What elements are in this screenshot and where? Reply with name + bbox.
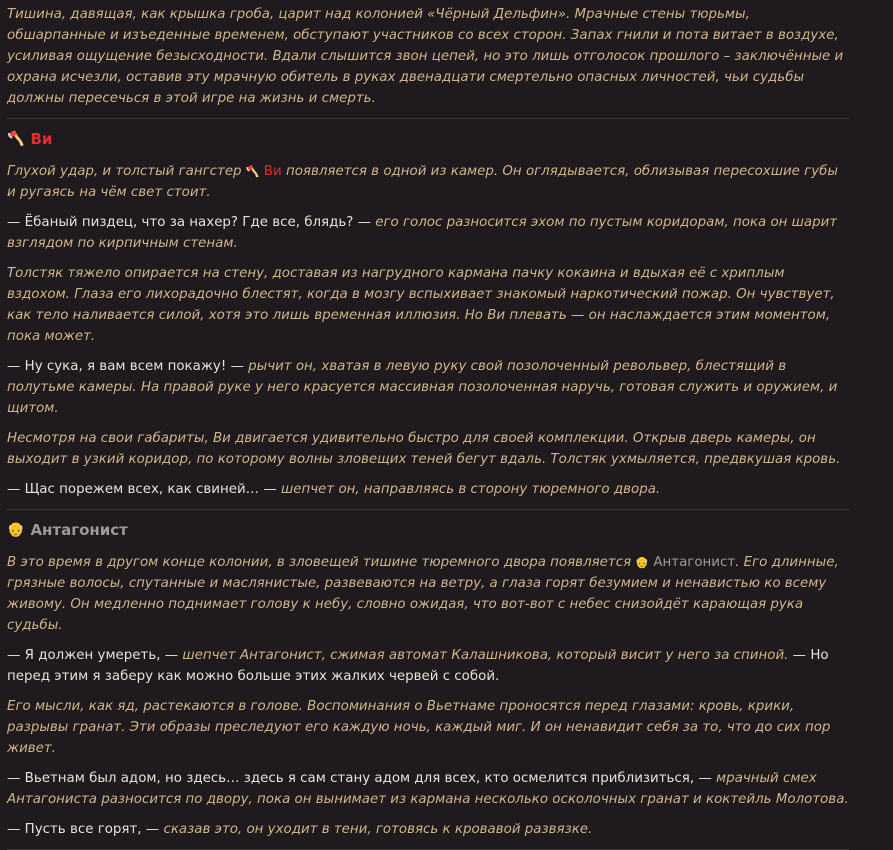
character-mention: Ви (263, 164, 282, 179)
divider (7, 118, 849, 119)
speech-text: — Пусть все горят, — (7, 822, 160, 837)
speech-text: — Вьетнам был адом, но здесь… здесь я сам стану адом для всех, кто осмелится приблизиться, — (7, 771, 712, 786)
intro-paragraph: Тишина, давящая, как крышка гроба, царит над колонией «Чёрный Дельфин». Мрачные стены тюрьмы, обшарпанные и изъеденные временем, обступают участников со всех сторон. Запах гнили и пота витает в воздухе, усиливая ощущение безысходности. Вдали слышится звон цепей, но это лишь отголосок прошлого – заключённые и охрана исчезли, оставив эту мрачную обитель в руках двенадцати смертельно опасных личностей, чьи судьбы должны пересечься в этой игре на жизнь и смерть. (7, 7, 844, 106)
narration-text: появляется в одной из камер. Он оглядывается, облизывая пересохшие губы и ругаясь на чём свет стоит. (7, 164, 838, 200)
axe-icon: 🪓 (7, 131, 25, 147)
character-header-antagonist (7, 519, 849, 541)
divider (7, 509, 849, 510)
vi-paragraph-4 (7, 356, 849, 419)
old-man-icon: 👴 (7, 522, 25, 538)
character-header-vi (7, 128, 849, 150)
character-name: Антагонист (30, 520, 128, 539)
narration-text: В это время в другом конце колонии, в зловещей тишине тюремного двора появляется (7, 555, 636, 570)
character-name: Ви (30, 129, 53, 148)
vi-paragraph-3: Толстяк тяжело опирается на стену, доставая из нагрудного кармана пачку кокаина и вдыхая её с хриплым вздохом. Глаза его лихорадочно блестят, когда в мозгу вспыхивает знакомый наркотический пожар. Он чувствует, как тело наливается силой, хотя это лишь временная иллюзия. Но Ви плевать — он наслаждается этим моментом, пока может. (7, 266, 835, 344)
narration-text: мрачный смех Антагониста разносится по двору, пока он вынимает из кармана несколько осколочных гранат и коктейль Молотова. (7, 771, 849, 807)
speech-text: — Ну сука, я вам всем покажу! — (7, 359, 244, 374)
antagonist-paragraph-3: Его мысли, как яд, растекаются в голове. Воспоминания о Вьетнаме проносятся перед глазами: кровь, крики, разрывы гранат. Эти образы преследуют его каждую ночь, каждый миг. И он ненавидит себя за то, что до сих пор живет. (7, 699, 831, 756)
vi-paragraph-6 (7, 479, 849, 500)
antagonist-paragraph-2 (7, 645, 849, 687)
speech-text: — Но перед этим я заберу как можно больше этих жалких червей с собой. (7, 648, 829, 684)
vi-paragraph-5: Несмотря на свои габариты, Ви двигается удивительно быстро для своей комплекции. Открыв дверь камеры, он выходит в узкий коридор, по которому волны зловещих теней бегут вдаль. Толстяк ухмыляется, предвкушая кровь. (7, 431, 841, 467)
character-mention: Антагонист (653, 555, 736, 570)
vi-paragraph-1 (7, 161, 849, 203)
old-man-icon: 👴 (635, 556, 650, 569)
narration-text: шепчет он, направляясь в сторону тюремного двора. (276, 482, 661, 497)
narration-text: шепчет Антагонист, сжимая автомат Калашникова, который висит у него за спиной. (178, 648, 793, 663)
antagonist-paragraph-1 (7, 552, 849, 636)
narration-text: . Его длинные, грязные волосы, спутанные и маслянистые, развеваются на ветру, а глаза горят безумием и ненавистью ко всему живому. Он медленно поднимает голову к небу, словно ожидая, что вот-вот с небес снизойдёт карающая рука судьбы. (7, 555, 839, 633)
narration-text: Глухой удар, и толстый гангстер (7, 164, 246, 179)
narration-text: сказав это, он уходит в тени, готовясь к кровавой развязке. (159, 822, 593, 837)
speech-text: — Я должен умереть, — (7, 648, 179, 663)
narration-text: рычит он, хватая в левую руку свой позолоченный револьвер, блестящий в полутьме камеры. На правой руке у него красуется массивная позолоченная наручь, готовая служить и оружием, и щитом. (7, 359, 838, 416)
axe-icon: 🪓 (245, 165, 260, 178)
antagonist-paragraph-4 (7, 768, 849, 810)
narration-text: его голос разносится эхом по пустым коридорам, пока он шарит взглядом по кирпичным стенам. (7, 215, 838, 251)
speech-text: — Щас порежем всех, как свиней… — (7, 482, 277, 497)
vi-paragraph-2 (7, 212, 849, 254)
antagonist-paragraph-5 (7, 819, 849, 840)
speech-text: — Ёбаный пиздец, что за нахер? Где все, блядь? — (7, 215, 371, 230)
